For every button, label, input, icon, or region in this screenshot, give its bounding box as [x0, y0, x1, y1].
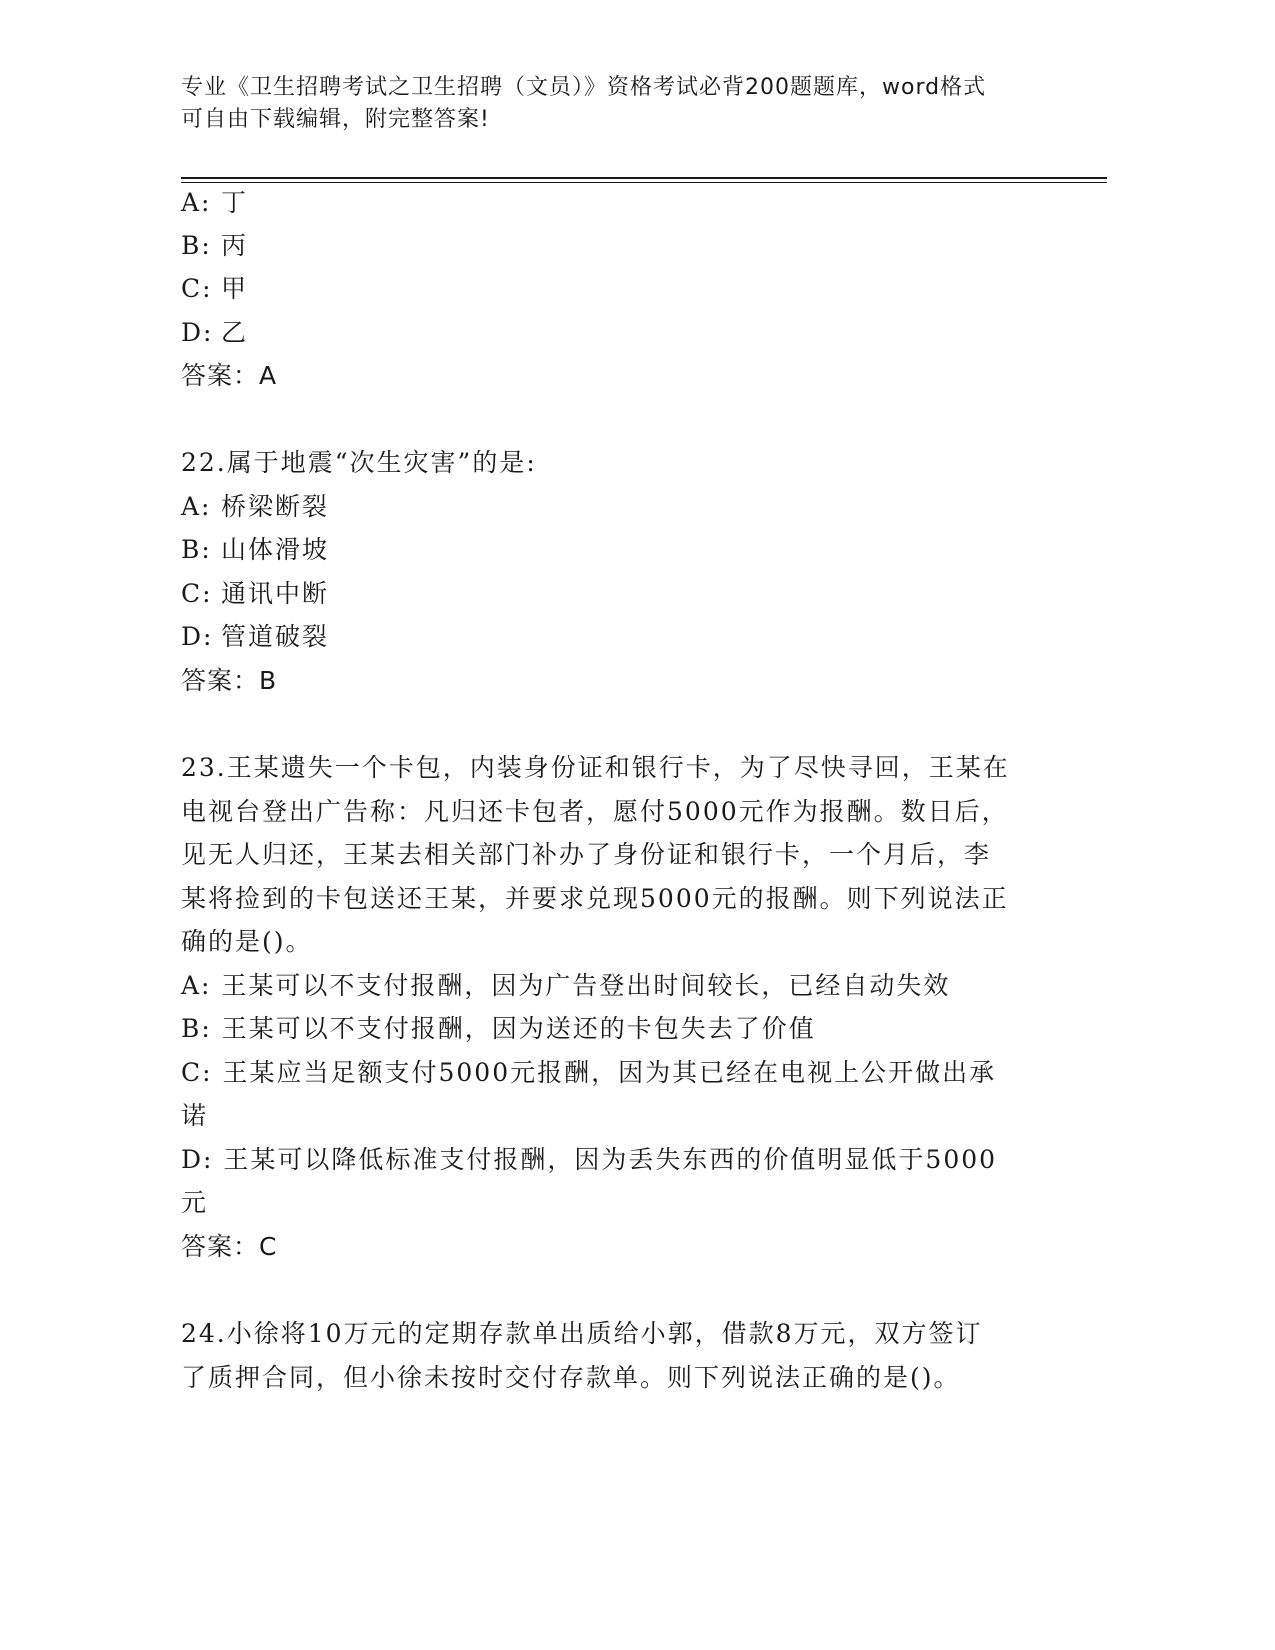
q22-option-c	[181, 572, 1061, 616]
option-key: B:	[181, 231, 212, 260]
q23-option-c: C: 王某应当足额支付5000元报酬，因为其已经在电视上公开做出承	[181, 1058, 997, 1087]
q24-stem-line: 了质押合同，但小徐未按时交付存款单。则下列说法正确的是()。	[181, 1363, 961, 1392]
q23-stem-line: 确的是()。	[181, 927, 313, 956]
q24-stem-line: 24.小徐将10万元的定期存款单出质给小郭，借款8万元，双方签订	[181, 1319, 983, 1348]
option-text: 通讯中断	[221, 579, 330, 608]
q21-option-c	[181, 267, 1061, 311]
q23-stem-line: 23.王某遗失一个卡包，内装身份证和银行卡，为了尽快寻回，王某在	[181, 753, 1010, 782]
option-key: D:	[181, 318, 214, 347]
option-key: B:	[181, 535, 212, 564]
q23-stem-line: 某将捡到的卡包送还王某，并要求兑现5000元的报酬。则下列说法正	[181, 884, 1009, 913]
q21-option-a	[181, 181, 1061, 225]
q23-stem-line: 电视台登出广告称：凡归还卡包者，愿付5000元作为报酬。数日后，	[181, 797, 1009, 826]
q23-answer: 答案：C	[181, 1232, 278, 1261]
option-key: C:	[181, 579, 213, 608]
option-text: 丁	[221, 188, 249, 217]
header-title-line-1: 专业《卫生招聘考试之卫生招聘（文员）》资格考试必背200题题库，word格式	[181, 75, 987, 100]
q22-option-d	[181, 615, 1061, 659]
q23-option-d-continued: 元	[181, 1188, 209, 1217]
option-text: 管道破裂	[221, 622, 330, 651]
q22-answer: 答案：B	[181, 666, 278, 695]
q22-stem: 22.属于地震“次生灾害”的是:	[181, 448, 537, 477]
option-key: A:	[181, 492, 212, 521]
q23-option-a: A: 王某可以不支付报酬，因为广告登出时间较长，已经自动失效	[181, 971, 951, 1000]
header-title-line-2: 可自由下载编辑，附完整答案!	[181, 107, 490, 132]
option-text: 桥梁断裂	[221, 492, 330, 521]
q23-option-c-continued: 诺	[181, 1101, 209, 1130]
document-header	[181, 72, 1051, 136]
option-text: 山体滑坡	[221, 535, 330, 564]
q21-answer: 答案：A	[181, 361, 278, 390]
header-rule-thick	[181, 177, 1107, 179]
option-text: 甲	[221, 274, 249, 303]
option-key: C:	[181, 274, 213, 303]
option-key: A:	[181, 188, 212, 217]
q21-option-d	[181, 311, 1061, 355]
q23-option-b: B: 王某可以不支付报酬，因为送还的卡包失去了价值	[181, 1014, 816, 1043]
option-text: 丙	[221, 231, 249, 260]
option-key: D:	[181, 622, 214, 651]
option-text: 乙	[221, 318, 249, 347]
q22-option-b	[181, 528, 1061, 572]
q23-stem-line: 见无人归还，王某去相关部门补办了身份证和银行卡，一个月后，李	[181, 840, 992, 869]
q23-option-d: D: 王某可以降低标准支付报酬，因为丢失东西的价值明显低于5000	[181, 1145, 998, 1174]
q22-option-a	[181, 485, 1061, 529]
q21-option-b	[181, 224, 1061, 268]
